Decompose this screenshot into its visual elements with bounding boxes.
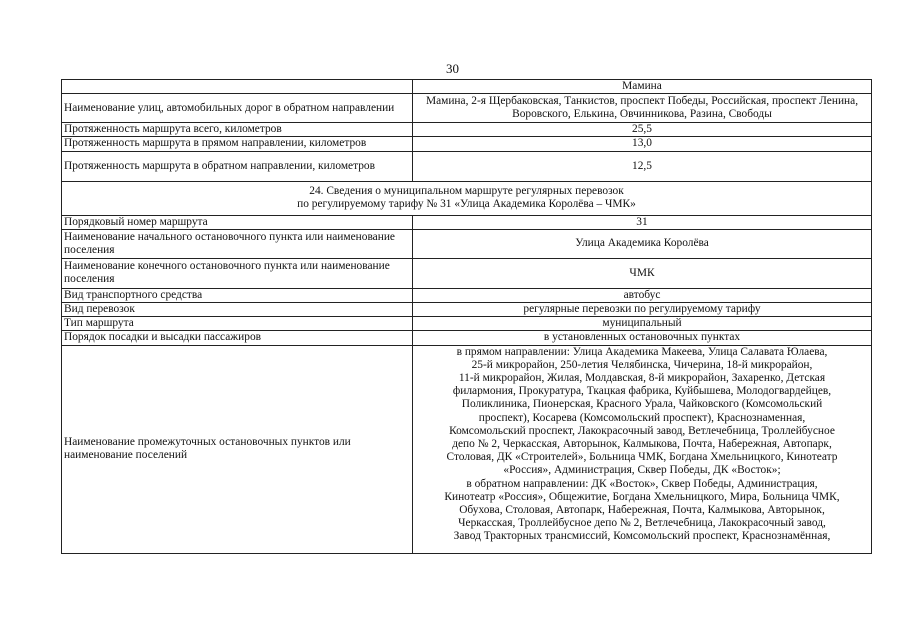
row-label: Протяженность маршрута в обратном направлении, километров [62, 151, 413, 181]
stops-line: Комсомольский проспект, Лакокрасочный завод, Ветлечебница, Троллейбусное [449, 424, 835, 437]
row-value: 13,0 [413, 137, 872, 151]
table-row [62, 123, 872, 137]
stops-line: 11-й микрорайон, Жилая, Молдавская, 8-й микрорайон, Захаренко, Детская [458, 372, 826, 385]
row-label: Протяженность маршрута в прямом направлении, километров [62, 137, 413, 151]
row-label: Протяженность маршрута всего, километров [62, 123, 413, 137]
stops-line: Черкасская, Троллейбусное депо № 2, Ветлечебница, Лакокрасочный завод, [458, 517, 826, 530]
table-row [62, 331, 872, 345]
table-row [62, 137, 872, 151]
row-label: Вид транспортного средства [62, 288, 413, 302]
stops-line: в обратном направлении: ДК «Восток», Сквер Победы, Администрация, [466, 477, 818, 490]
row-label: Порядковый номер маршрута [62, 215, 413, 229]
table-row [62, 258, 872, 288]
page-number: 30 [446, 61, 459, 76]
table-row [62, 229, 872, 258]
row-value: автобус [413, 288, 872, 302]
stops-line: Кинотеатр «Россия», Общежитие, Богдана Хмельницкого, Мира, Больница ЧМК, [444, 490, 840, 503]
section-heading [62, 181, 872, 215]
table-row [62, 317, 872, 331]
row-label: Наименование конечного остановочного пункта или наименование поселения [62, 258, 413, 288]
row-value: Мамина, 2-я Щербаковская, Танкистов, проспект Победы, Российская, проспект Ленина, Воровского, Елькина, Овчинникова, Разина, Свободы [413, 94, 872, 123]
row-label: Вид перевозок [62, 303, 413, 317]
table-row [62, 151, 872, 181]
section-heading-row [62, 181, 872, 215]
stops-continuation [415, 544, 869, 553]
row-value: регулярные перевозки по регулируемому тарифу [413, 303, 872, 317]
table-row [62, 215, 872, 229]
stops-line: Завод Тракторных трансмиссий, Комсомольский проспект, Краснознамённая, [453, 530, 831, 543]
stops-line: Столовая, ДК «Строителей», Больница ЧМК, Богдана Хмельницкого, Кинотеатр [446, 451, 838, 464]
row-label: Наименование улиц, автомобильных дорог в обратном направлении [62, 94, 413, 123]
row-label: Тип маршрута [62, 317, 413, 331]
row-label: Порядок посадки и высадки пассажиров [62, 331, 413, 345]
stops-line: Обухова, Столовая, Автопарк, Набережная, Почта, Калмыкова, Авторынок, [459, 504, 825, 517]
row-value: 31 [413, 215, 872, 229]
table-row [62, 80, 872, 94]
row-value: в установленных остановочных пунктах [413, 331, 872, 345]
table-row [62, 288, 872, 302]
row-value: Улица Академика Королёва [413, 229, 872, 258]
stops-line: 25-й микрорайон, 250-летия Челябинска, Чичерина, 18-й микрорайон, [471, 358, 813, 371]
stops-line: в прямом направлении: Улица Академика Макеева, Улица Салавата Юлаева, [456, 345, 828, 358]
section-heading-line-1: 24. Сведения о муниципальном маршруте регулярных перевозок [309, 184, 624, 197]
stops-line: депо № 2, Черкасская, Авторынок, Калмыкова, Почта, Набережная, Автопарк, [452, 438, 832, 451]
row-label [62, 80, 413, 94]
stops-line: Поликлиника, Пионерская, Красного Урала, Чайковского (Комсомольский [461, 398, 823, 411]
row-value: 25,5 [413, 123, 872, 137]
row-value: Мамина [413, 80, 872, 94]
row-label: Наименование начального остановочного пункта или наименование поселения [62, 229, 413, 258]
stops-line: проспект), Косарева (Комсомольский проспект), Краснознаменная, [478, 411, 806, 424]
route-info-table [61, 79, 872, 554]
stops-line: филармония, Прокуратура, Ткацкая фабрика, Куйбышева, Молодогвардейцев, [452, 385, 832, 398]
row-value: 12,5 [413, 151, 872, 181]
row-label: Наименование промежуточных остановочных пунктов или наименование поселений [62, 345, 413, 553]
stops-list [413, 345, 872, 553]
table-row-intermediate-stops [62, 345, 872, 553]
section-heading-line-2: по регулируемому тарифу № 31 «Улица Академика Королёва – ЧМК» [297, 198, 636, 211]
stops-line: «Россия», Администрация, Сквер Победы, ДК «Восток»; [503, 464, 781, 477]
table-row [62, 94, 872, 123]
row-value: ЧМК [413, 258, 872, 288]
row-value: муниципальный [413, 317, 872, 331]
table-row [62, 303, 872, 317]
